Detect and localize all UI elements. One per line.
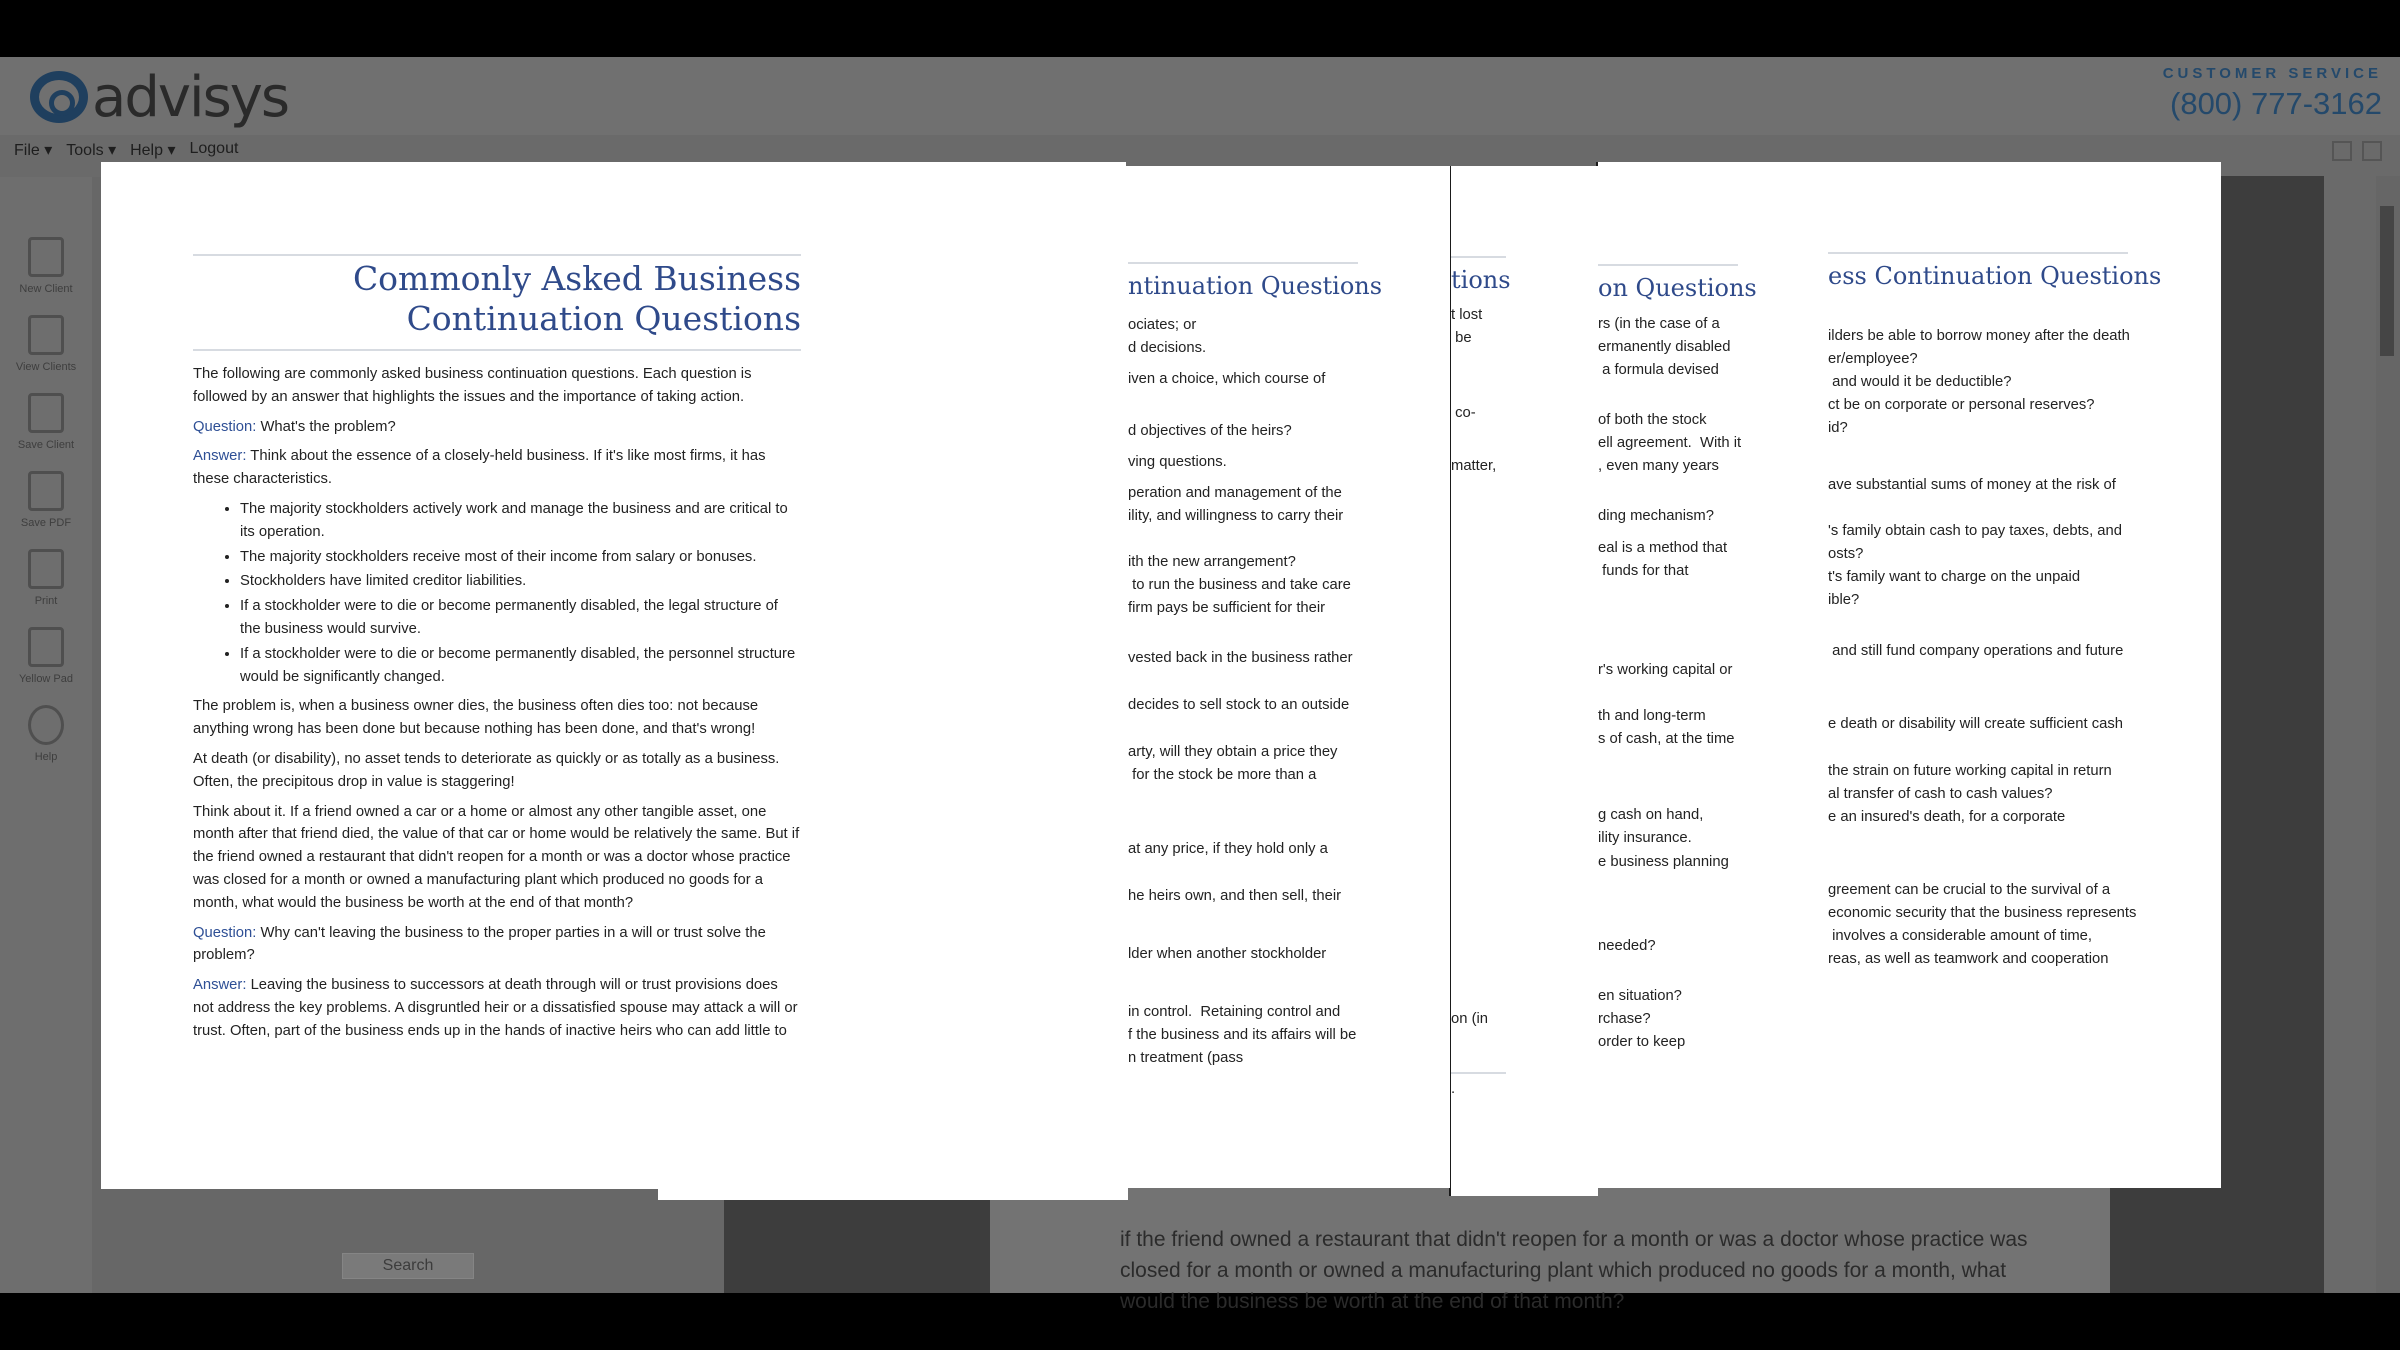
question-text: What's the problem? [256,418,396,435]
page3-text: in control. Retaining control and f the business and its affairs will be n treatment (pass [1128,1004,1357,1066]
page4-title: tions [1451,256,1506,294]
new-client-icon [28,237,64,277]
answer-text: Think about the essence of a closely-held business. If it's like most firms, it has these characteristics. [193,448,766,488]
rail-label: Print [34,595,58,607]
brand-name: advisys [92,64,289,130]
document-page-5[interactable] [1596,162,2221,1188]
scrollbar[interactable] [2376,176,2400,1293]
app-header [0,57,2400,135]
document-page-1[interactable] [101,162,1126,1189]
page6-text: ave substantial sums of money at the risk of [1828,477,2116,493]
question-label: Question: [193,924,257,941]
rail-label: Save PDF [20,517,72,529]
page1-title-line2: Continuation Questions [406,299,801,338]
notepad-icon [28,627,64,667]
page5-text: r's working capital or [1598,662,1733,678]
list-item: • Stockholders have limited creditor liabilities. [240,570,801,593]
page6-text: ilders be able to borrow money after the death er/employee? and would it be deductible? ct be on corporate or personal reserves? id? [1828,328,2130,436]
page4-bottom-rule [1451,1072,1506,1074]
answer-1 [193,445,801,491]
page5-text: th and long-term s of cash, at the time [1598,708,1735,747]
problem-paragraph: The problem is, when a business owner dies, the business often dies too: not because anything wrong has been done but because nothing has been done, and that's wrong! [193,698,759,738]
question-text: Why can't leaving the business to the proper parties in a will or trust solve the problem? [193,924,766,964]
question-label: Question: [193,418,257,435]
page1-content [193,254,801,1050]
page4-text: . [1451,1081,1456,1097]
customer-service [2163,65,2382,122]
customer-service-label: CUSTOMER SERVICE [2162,65,2382,82]
page6-text: the strain on future working capital in return al transfer of cash to cash values? e an insured's death, for a corporate [1828,763,2112,825]
document-page-4[interactable] [1449,166,1598,1196]
rail-view-clients[interactable] [10,315,82,373]
rail-label: New Client [19,283,73,295]
list-item: • If a stockholder were to die or become permanently disabled, the personnel structure would be significantly changed. [240,643,801,689]
rail-label: Yellow Pad [18,673,74,685]
page3-title: ntinuation Questions [1128,262,1358,300]
page6-text: and still fund company operations and future [1828,643,2124,659]
list-item: • The majority stockholders actively work and manage the business and are critical to its operation. [240,498,801,544]
title-rule [193,349,801,351]
page6-title: ess Continuation Questions [1828,252,2128,290]
menu-help[interactable]: Help ▾ [130,142,176,159]
page5-text: needed? [1598,938,1656,954]
page4-text: co- [1451,405,1476,421]
menu-logout[interactable]: Logout [189,140,239,157]
rail-label: Save Client [17,439,75,451]
rail-save-pdf[interactable] [10,471,82,529]
page5-text: e business planning [1598,854,1729,870]
search-button[interactable]: Search [342,1253,474,1279]
page6-text: greement can be crucial to the survival of a economic security that the business represents involves a considerable amount of time, reas, as well as teamwork and cooperation [1828,882,2137,967]
page6-text: e death or disability will create sufficient cash [1828,716,2123,732]
menu-bar [14,140,238,160]
page1-title-line1: Commonly Asked Business [352,259,801,298]
page3-text: ith the new arrangement? to run the business and take care firm pays be sufficient for their [1128,554,1351,616]
page5-text: ding mechanism? [1598,508,1714,524]
pdf-icon [28,471,64,511]
page5-text: eal is a method that funds for that [1598,540,1728,579]
death-paragraph: At death (or disability), no asset tends to deteriorate as quickly or as totally as a business. Often, the precipitous drop in value is staggering! [193,750,780,790]
rail-print[interactable] [10,549,82,607]
logo-mark-icon [30,71,88,123]
page1-title [193,254,801,339]
scrollbar-thumb[interactable] [2380,206,2394,356]
page3-text: peration and management of the ility, and willingness to carry their [1128,485,1344,524]
page3-text: d objectives of the heirs? [1128,423,1292,439]
page3-text: lder when another stockholder [1128,946,1327,962]
page5-text: en situation? rchase? order to keep [1598,988,1686,1050]
menu-tools[interactable]: Tools ▾ [66,142,117,159]
page5-title: on Questions [1598,264,1738,302]
help-icon [28,705,64,745]
window-controls [2332,141,2382,161]
think-paragraph: Think about it. If a friend owned a car or a home or almost any other tangible asset, one month after that friend died, the value of that car or home would be relatively the same. But if the friend owned a restaurant that didn't reopen for a month or was a doctor whose practice was closed for a month or owned a manufacturing plant which produced no goods for a month, what would the business be worth at the end of that month? [193,803,800,911]
answer-text: Leaving the business to successors at death through will or trust provisions does not address the key problems. A disgruntled heir or a dissatisfied spouse may attack a will or trust. Often, part of the business ends up in the hands of inactive heirs who can add little to [193,977,798,1039]
rail-help[interactable] [10,705,82,763]
rail-yellow-pad[interactable] [10,627,82,685]
question-2 [193,922,801,968]
menu-file[interactable]: File ▾ [14,142,53,159]
question-1 [193,416,801,439]
home-icon[interactable] [2332,141,2352,161]
page3-text: decides to sell stock to an outside [1128,697,1350,713]
answer-label: Answer: [193,977,247,994]
page5-text: rs (in the case of a ermanently disabled a formula devised [1598,316,1731,378]
document-page-3[interactable] [1126,166,1450,1188]
page3-text: ociates; or d decisions. [1128,317,1207,356]
rail-label: Help [34,751,58,763]
save-icon [28,393,64,433]
folder-icon [28,315,64,355]
page5-text: g cash on hand, ility insurance. [1598,807,1704,846]
page3-text: he heirs own, and then sell, their [1128,888,1342,904]
left-rail [0,177,92,1293]
answer-label: Answer: [193,448,247,465]
page4-text: t lost be [1451,307,1483,346]
rail-label: View Clients [15,361,77,373]
page4-text: on (in [1451,1011,1489,1027]
page1-body [193,363,801,1043]
fullscreen-icon[interactable] [2362,141,2382,161]
intro-paragraph: The following are commonly asked business continuation questions. Each question is followed by an answer that highlights the issues and the importance of taking action. [193,366,752,405]
list-item: • If a stockholder were to die or become permanently disabled, the legal structure of the business would survive. [240,595,801,641]
rail-new-client[interactable] [10,237,82,295]
customer-service-phone: (800) 777-3162 [2170,86,2382,121]
page3-text: vested back in the business rather [1128,650,1353,666]
page3-text: iven a choice, which course of [1128,371,1326,387]
page5-text: of both the stock ell agreement. With it , even many years [1598,412,1742,474]
page4-text: matter, [1451,458,1497,474]
page6-text: 's family obtain cash to pay taxes, debts, and osts? t's family want to charge on the unpaid ible? [1828,523,2122,608]
print-icon [28,549,64,589]
page3-text: ving questions. [1128,454,1227,470]
advisys-logo [30,64,289,130]
characteristics-list [240,498,801,688]
background-document-text: if the friend owned a restaurant that didn't reopen for a month or was a doctor whose practice was closed for a month or owned a manufacturing plant which produced no goods for a month, what would the business be worth at the end of that month? [1120,1228,2028,1313]
rail-save-client[interactable] [10,393,82,451]
answer-2 [193,974,801,1042]
list-item: • The majority stockholders receive most of their income from salary or bonuses. [240,546,801,569]
page3-text: at any price, if they hold only a [1128,841,1328,857]
page3-text: arty, will they obtain a price they for the stock be more than a [1128,744,1338,783]
